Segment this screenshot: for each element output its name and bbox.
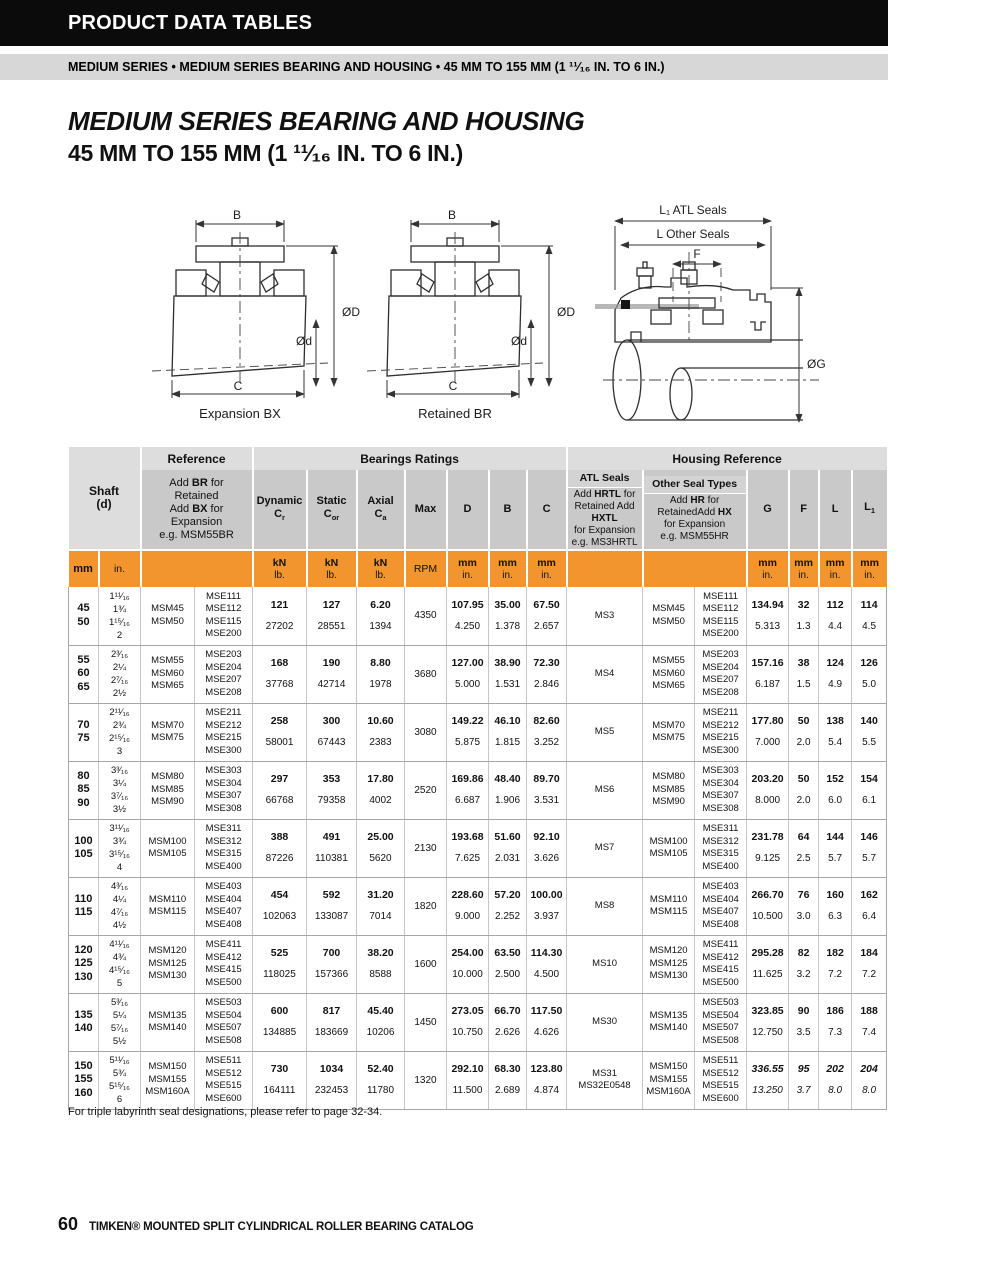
cell-msm-housing: MSM100 MSM105 (643, 819, 695, 877)
group-header-bearings: Bearings Ratings (253, 447, 567, 470)
cell-c: 92.10 3.626 (527, 819, 567, 877)
cell-mse-ref: MSE203 MSE204 MSE207 MSE208 (195, 645, 253, 703)
cell-c: 89.70 3.531 (527, 761, 567, 819)
cell-static: 353 79358 (307, 761, 357, 819)
unit-blank-atl (567, 550, 643, 587)
table-row (69, 1051, 887, 1109)
col-header-l: L (819, 470, 852, 550)
cell-l: 124 4.9 (819, 645, 852, 703)
cell-shaft-in: 5¹¹⁄₁₆ 5¾ 5¹⁵⁄₁₆ 6 (99, 1051, 141, 1109)
cell-mse-ref: MSE411 MSE412 MSE415 MSE500 (195, 935, 253, 993)
cell-mse-ref: MSE403 MSE404 MSE407 MSE408 (195, 877, 253, 935)
group-header-housing: Housing Reference (567, 447, 887, 470)
cell-l: 138 5.4 (819, 703, 852, 761)
cell-l: 144 5.7 (819, 819, 852, 877)
cell-l1: 162 6.4 (852, 877, 887, 935)
col-header-atl-seals: ATL Seals Add HRTL for Retained Add HXTL for Expansion e.g. MS3HRTL (567, 470, 643, 550)
cell-static: 700 157366 (307, 935, 357, 993)
col-header-c: C (527, 470, 567, 550)
cell-g: 157.16 6.187 (747, 645, 789, 703)
cell-mse-housing: MSE411 MSE412 MSE415 MSE500 (695, 935, 747, 993)
cell-axial: 45.40 10206 (357, 993, 405, 1051)
cell-shaft-in: 2¹¹⁄₁₆ 2¾ 2¹⁵⁄₁₆ 3 (99, 703, 141, 761)
cell-mse-ref: MSE311 MSE312 MSE315 MSE400 (195, 819, 253, 877)
cell-shaft-mm: 120 125 130 (69, 935, 99, 993)
dim-label-od-2: ØD (557, 305, 575, 319)
cell-static: 127 28551 (307, 587, 357, 645)
cell-atl-seal: MS10 (567, 935, 643, 993)
cell-dynamic: 168 37768 (253, 645, 307, 703)
catalog-title: TIMKEN® MOUNTED SPLIT CYLINDRICAL ROLLER BEARING CATALOG (89, 1221, 474, 1233)
cell-g: 203.20 8.000 (747, 761, 789, 819)
cell-l1: 188 7.4 (852, 993, 887, 1051)
cell-max-rpm: 1820 (405, 877, 447, 935)
cell-g: 336.55 13.250 (747, 1051, 789, 1109)
page-number: 60 (58, 1214, 79, 1234)
dim-label-od-1: ØD (342, 305, 360, 319)
cell-msm-ref: MSM70 MSM75 (141, 703, 195, 761)
cell-l1: 126 5.0 (852, 645, 887, 703)
cell-g: 295.28 11.625 (747, 935, 789, 993)
table-row (69, 877, 887, 935)
cell-g: 266.70 10.500 (747, 877, 789, 935)
unit-kn-2: kN lb. (307, 550, 357, 587)
cell-d: 127.00 5.000 (447, 645, 489, 703)
unit-mm-in-c: mm in. (527, 550, 567, 587)
table-body (69, 587, 887, 1109)
cell-axial: 10.60 2383 (357, 703, 405, 761)
page-title: MEDIUM SERIES BEARING AND HOUSING (68, 106, 585, 136)
cell-c: 100.00 3.937 (527, 877, 567, 935)
cell-max-rpm: 1320 (405, 1051, 447, 1109)
cell-b: 68.30 2.689 (489, 1051, 527, 1109)
cell-static: 300 67443 (307, 703, 357, 761)
cell-atl-seal: MS7 (567, 819, 643, 877)
cell-msm-housing: MSM55 MSM60 MSM65 (643, 645, 695, 703)
cell-g: 231.78 9.125 (747, 819, 789, 877)
cell-axial: 8.80 1978 (357, 645, 405, 703)
caption-expansion: Expansion BX (199, 406, 281, 421)
cell-d: 149.22 5.875 (447, 703, 489, 761)
dim-label-c-1: C (233, 379, 243, 393)
cell-msm-housing: MSM80 MSM85 MSM90 (643, 761, 695, 819)
cell-msm-ref: MSM135 MSM140 (141, 993, 195, 1051)
page-subtitle: 45 MM TO 155 MM (1 ¹¹⁄₁₆ IN. TO 6 IN.) (68, 140, 463, 166)
cell-shaft-mm: 55 60 65 (69, 645, 99, 703)
cell-l: 186 7.3 (819, 993, 852, 1051)
unit-mm-in-f: mm in. (789, 550, 819, 587)
cell-c: 123.80 4.874 (527, 1051, 567, 1109)
breadcrumb: MEDIUM SERIES • MEDIUM SERIES BEARING AND HOUSING • 45 MM TO 155 MM (1 ¹¹⁄₁₆ IN. TO 6 IN.) (0, 54, 888, 80)
col-header-reference-note: Add BR for Retained Add BX for Expansion e.g. MSM55BR (141, 470, 253, 550)
cell-l1: 204 8.0 (852, 1051, 887, 1109)
cell-g: 177.80 7.000 (747, 703, 789, 761)
table-row (69, 587, 887, 645)
unit-mm-in-b: mm in. (489, 550, 527, 587)
unit-mm-in-l: mm in. (819, 550, 852, 587)
cell-shaft-mm: 150 155 160 (69, 1051, 99, 1109)
cell-l: 112 4.4 (819, 587, 852, 645)
cell-l1: 154 6.1 (852, 761, 887, 819)
cell-l: 152 6.0 (819, 761, 852, 819)
table-row (69, 935, 887, 993)
cell-atl-seal: MS30 (567, 993, 643, 1051)
unit-in: in. (99, 550, 141, 587)
cell-b: 46.10 1.815 (489, 703, 527, 761)
cell-max-rpm: 4350 (405, 587, 447, 645)
cell-dynamic: 297 66768 (253, 761, 307, 819)
col-header-shaft: Shaft (d) (69, 447, 141, 550)
cell-f: 38 1.5 (789, 645, 819, 703)
cell-msm-housing: MSM110 MSM115 (643, 877, 695, 935)
cell-shaft-mm: 70 75 (69, 703, 99, 761)
cell-max-rpm: 1450 (405, 993, 447, 1051)
cell-axial: 31.20 7014 (357, 877, 405, 935)
unit-rpm: RPM (405, 550, 447, 587)
cell-f: 50 2.0 (789, 703, 819, 761)
footnote: For triple labyrinth seal designations, please refer to page 32-34. (68, 1106, 383, 1118)
unit-blank-reference (141, 550, 253, 587)
cell-l1: 140 5.5 (852, 703, 887, 761)
cell-static: 817 183669 (307, 993, 357, 1051)
cell-msm-housing: MSM150 MSM155 MSM160A (643, 1051, 695, 1109)
cell-mse-housing: MSE203 MSE204 MSE207 MSE208 (695, 645, 747, 703)
cell-atl-seal: MS8 (567, 877, 643, 935)
cell-dynamic: 121 27202 (253, 587, 307, 645)
cell-axial: 38.20 8588 (357, 935, 405, 993)
unit-blank-other (643, 550, 747, 587)
product-data-table (68, 447, 887, 1110)
cell-shaft-mm: 45 50 (69, 587, 99, 645)
cell-mse-ref: MSE111 MSE112 MSE115 MSE200 (195, 587, 253, 645)
cell-shaft-in: 3³⁄₁₆ 3¼ 3⁷⁄₁₆ 3½ (99, 761, 141, 819)
col-header-d: D (447, 470, 489, 550)
cell-mse-housing: MSE211 MSE212 MSE215 MSE300 (695, 703, 747, 761)
cell-max-rpm: 1600 (405, 935, 447, 993)
cell-mse-ref: MSE503 MSE504 MSE507 MSE508 (195, 993, 253, 1051)
cell-mse-housing: MSE511 MSE512 MSE515 MSE600 (695, 1051, 747, 1109)
cell-l1: 114 4.5 (852, 587, 887, 645)
cell-mse-ref: MSE303 MSE304 MSE307 MSE308 (195, 761, 253, 819)
cell-axial: 6.20 1394 (357, 587, 405, 645)
cell-max-rpm: 2130 (405, 819, 447, 877)
cell-dynamic: 525 118025 (253, 935, 307, 993)
cell-mse-housing: MSE311 MSE312 MSE315 MSE400 (695, 819, 747, 877)
cell-mse-housing: MSE503 MSE504 MSE507 MSE508 (695, 993, 747, 1051)
col-header-other-seals: Other Seal Types Add HR for RetainedAdd HX for Expansion e.g. MSM55HR (643, 470, 747, 550)
col-header-b: B (489, 470, 527, 550)
page-footer (58, 1214, 473, 1235)
cell-g: 323.85 12.750 (747, 993, 789, 1051)
dim-label-b-1: B (232, 208, 242, 222)
table-row (69, 993, 887, 1051)
cell-b: 63.50 2.500 (489, 935, 527, 993)
cell-f: 82 3.2 (789, 935, 819, 993)
cell-c: 117.50 4.626 (527, 993, 567, 1051)
cell-atl-seal: MS5 (567, 703, 643, 761)
cell-l1: 184 7.2 (852, 935, 887, 993)
cell-static: 592 133087 (307, 877, 357, 935)
unit-mm-in-l1: mm in. (852, 550, 887, 587)
cell-dynamic: 258 58001 (253, 703, 307, 761)
cell-d: 193.68 7.625 (447, 819, 489, 877)
cell-max-rpm: 3080 (405, 703, 447, 761)
cell-shaft-mm: 80 85 90 (69, 761, 99, 819)
unit-mm-in-d: mm in. (447, 550, 489, 587)
cell-msm-ref: MSM120 MSM125 MSM130 (141, 935, 195, 993)
cell-b: 51.60 2.031 (489, 819, 527, 877)
cell-atl-seal: MS31 MS32E0548 (567, 1051, 643, 1109)
cell-axial: 25.00 5620 (357, 819, 405, 877)
cell-l: 202 8.0 (819, 1051, 852, 1109)
cell-max-rpm: 2520 (405, 761, 447, 819)
cell-b: 57.20 2.252 (489, 877, 527, 935)
cell-msm-ref: MSM100 MSM105 (141, 819, 195, 877)
cell-msm-housing: MSM45 MSM50 (643, 587, 695, 645)
unit-kn-1: kN lb. (253, 550, 307, 587)
cell-dynamic: 454 102063 (253, 877, 307, 935)
dim-label-l1-seals: L₁ ATL Seals (659, 203, 727, 217)
cell-f: 32 1.3 (789, 587, 819, 645)
cell-atl-seal: MS6 (567, 761, 643, 819)
table-row (69, 645, 887, 703)
cell-axial: 52.40 11780 (357, 1051, 405, 1109)
unit-kn-3: kN lb. (357, 550, 405, 587)
cell-msm-ref: MSM150 MSM155 MSM160A (141, 1051, 195, 1109)
cell-c: 72.30 2.846 (527, 645, 567, 703)
unit-mm: mm (69, 550, 99, 587)
table-row (69, 761, 887, 819)
caption-retained: Retained BR (418, 406, 492, 421)
cell-d: 228.60 9.000 (447, 877, 489, 935)
cell-f: 76 3.0 (789, 877, 819, 935)
col-header-static: Static $C_{or}$ (307, 470, 357, 550)
cell-mse-housing: MSE403 MSE404 MSE407 MSE408 (695, 877, 747, 935)
cell-b: 38.90 1.531 (489, 645, 527, 703)
dim-label-odl-1: Ød (295, 334, 313, 348)
cell-b: 35.00 1.378 (489, 587, 527, 645)
cell-shaft-in: 4¹¹⁄₁₆ 4¾ 4¹⁵⁄₁₆ 5 (99, 935, 141, 993)
cell-msm-ref: MSM110 MSM115 (141, 877, 195, 935)
cell-f: 90 3.5 (789, 993, 819, 1051)
cell-b: 66.70 2.626 (489, 993, 527, 1051)
cell-shaft-in: 2³⁄₁₆ 2¼ 2⁷⁄₁₆ 2½ (99, 645, 141, 703)
dim-label-l-seals: L Other Seals (656, 227, 730, 241)
table-row (69, 703, 887, 761)
dim-label-odl-2: Ød (510, 334, 528, 348)
cell-dynamic: 600 134885 (253, 993, 307, 1051)
cell-d: 107.95 4.250 (447, 587, 489, 645)
cell-static: 491 110381 (307, 819, 357, 877)
dim-label-f: F (693, 247, 701, 261)
cell-static: 190 42714 (307, 645, 357, 703)
cell-l: 182 7.2 (819, 935, 852, 993)
cell-shaft-in: 3¹¹⁄₁₆ 3¾ 3¹⁵⁄₁₆ 4 (99, 819, 141, 877)
cell-shaft-in: 5³⁄₁₆ 5¼ 5⁷⁄₁₆ 5½ (99, 993, 141, 1051)
cell-msm-housing: MSM120 MSM125 MSM130 (643, 935, 695, 993)
cell-msm-housing: MSM70 MSM75 (643, 703, 695, 761)
cell-msm-housing: MSM135 MSM140 (643, 993, 695, 1051)
cell-c: 114.30 4.500 (527, 935, 567, 993)
col-header-f: F (789, 470, 819, 550)
cell-shaft-mm: 100 105 (69, 819, 99, 877)
cell-max-rpm: 3680 (405, 645, 447, 703)
dim-label-b-2: B (447, 208, 457, 222)
cell-msm-ref: MSM45 MSM50 (141, 587, 195, 645)
cell-msm-ref: MSM55 MSM60 MSM65 (141, 645, 195, 703)
col-header-max: Max (405, 470, 447, 550)
cell-shaft-in: 4³⁄₁₆ 4¼ 4⁷⁄₁₆ 4½ (99, 877, 141, 935)
col-header-g: G (747, 470, 789, 550)
cell-shaft-mm: 135 140 (69, 993, 99, 1051)
cell-l1: 146 5.7 (852, 819, 887, 877)
cell-f: 50 2.0 (789, 761, 819, 819)
cell-c: 67.50 2.657 (527, 587, 567, 645)
table-row (69, 819, 887, 877)
housing-drawing (595, 203, 826, 422)
cell-mse-ref: MSE511 MSE512 MSE515 MSE600 (195, 1051, 253, 1109)
col-header-l1: $L_1$ (852, 470, 887, 550)
cell-msm-ref: MSM80 MSM85 MSM90 (141, 761, 195, 819)
cell-g: 134.94 5.313 (747, 587, 789, 645)
cell-d: 169.86 6.687 (447, 761, 489, 819)
cell-shaft-mm: 110 115 (69, 877, 99, 935)
cell-d: 273.05 10.750 (447, 993, 489, 1051)
cell-f: 95 3.7 (789, 1051, 819, 1109)
unit-mm-in-g: mm in. (747, 550, 789, 587)
cell-d: 254.00 10.000 (447, 935, 489, 993)
dim-label-c-2: C (448, 379, 458, 393)
cell-mse-ref: MSE211 MSE212 MSE215 MSE300 (195, 703, 253, 761)
cell-atl-seal: MS4 (567, 645, 643, 703)
cell-dynamic: 730 164111 (253, 1051, 307, 1109)
cell-d: 292.10 11.500 (447, 1051, 489, 1109)
col-header-dynamic: Dynamic $C_r$ (253, 470, 307, 550)
cell-f: 64 2.5 (789, 819, 819, 877)
cell-atl-seal: MS3 (567, 587, 643, 645)
cell-static: 1034 232453 (307, 1051, 357, 1109)
page-header-bar: PRODUCT DATA TABLES (0, 0, 888, 46)
cell-l: 160 6.3 (819, 877, 852, 935)
technical-drawing (55, 190, 945, 440)
cell-dynamic: 388 87226 (253, 819, 307, 877)
col-header-axial: Axial $C_a$ (357, 470, 405, 550)
cell-c: 82.60 3.252 (527, 703, 567, 761)
cell-mse-housing: MSE303 MSE304 MSE307 MSE308 (695, 761, 747, 819)
dim-label-og: ØG (807, 357, 826, 371)
cell-b: 48.40 1.906 (489, 761, 527, 819)
cell-mse-housing: MSE111 MSE112 MSE115 MSE200 (695, 587, 747, 645)
cell-axial: 17.80 4002 (357, 761, 405, 819)
group-header-reference: Reference (141, 447, 253, 470)
cell-shaft-in: 1¹¹⁄₁₆ 1¾ 1¹⁵⁄₁₆ 2 (99, 587, 141, 645)
